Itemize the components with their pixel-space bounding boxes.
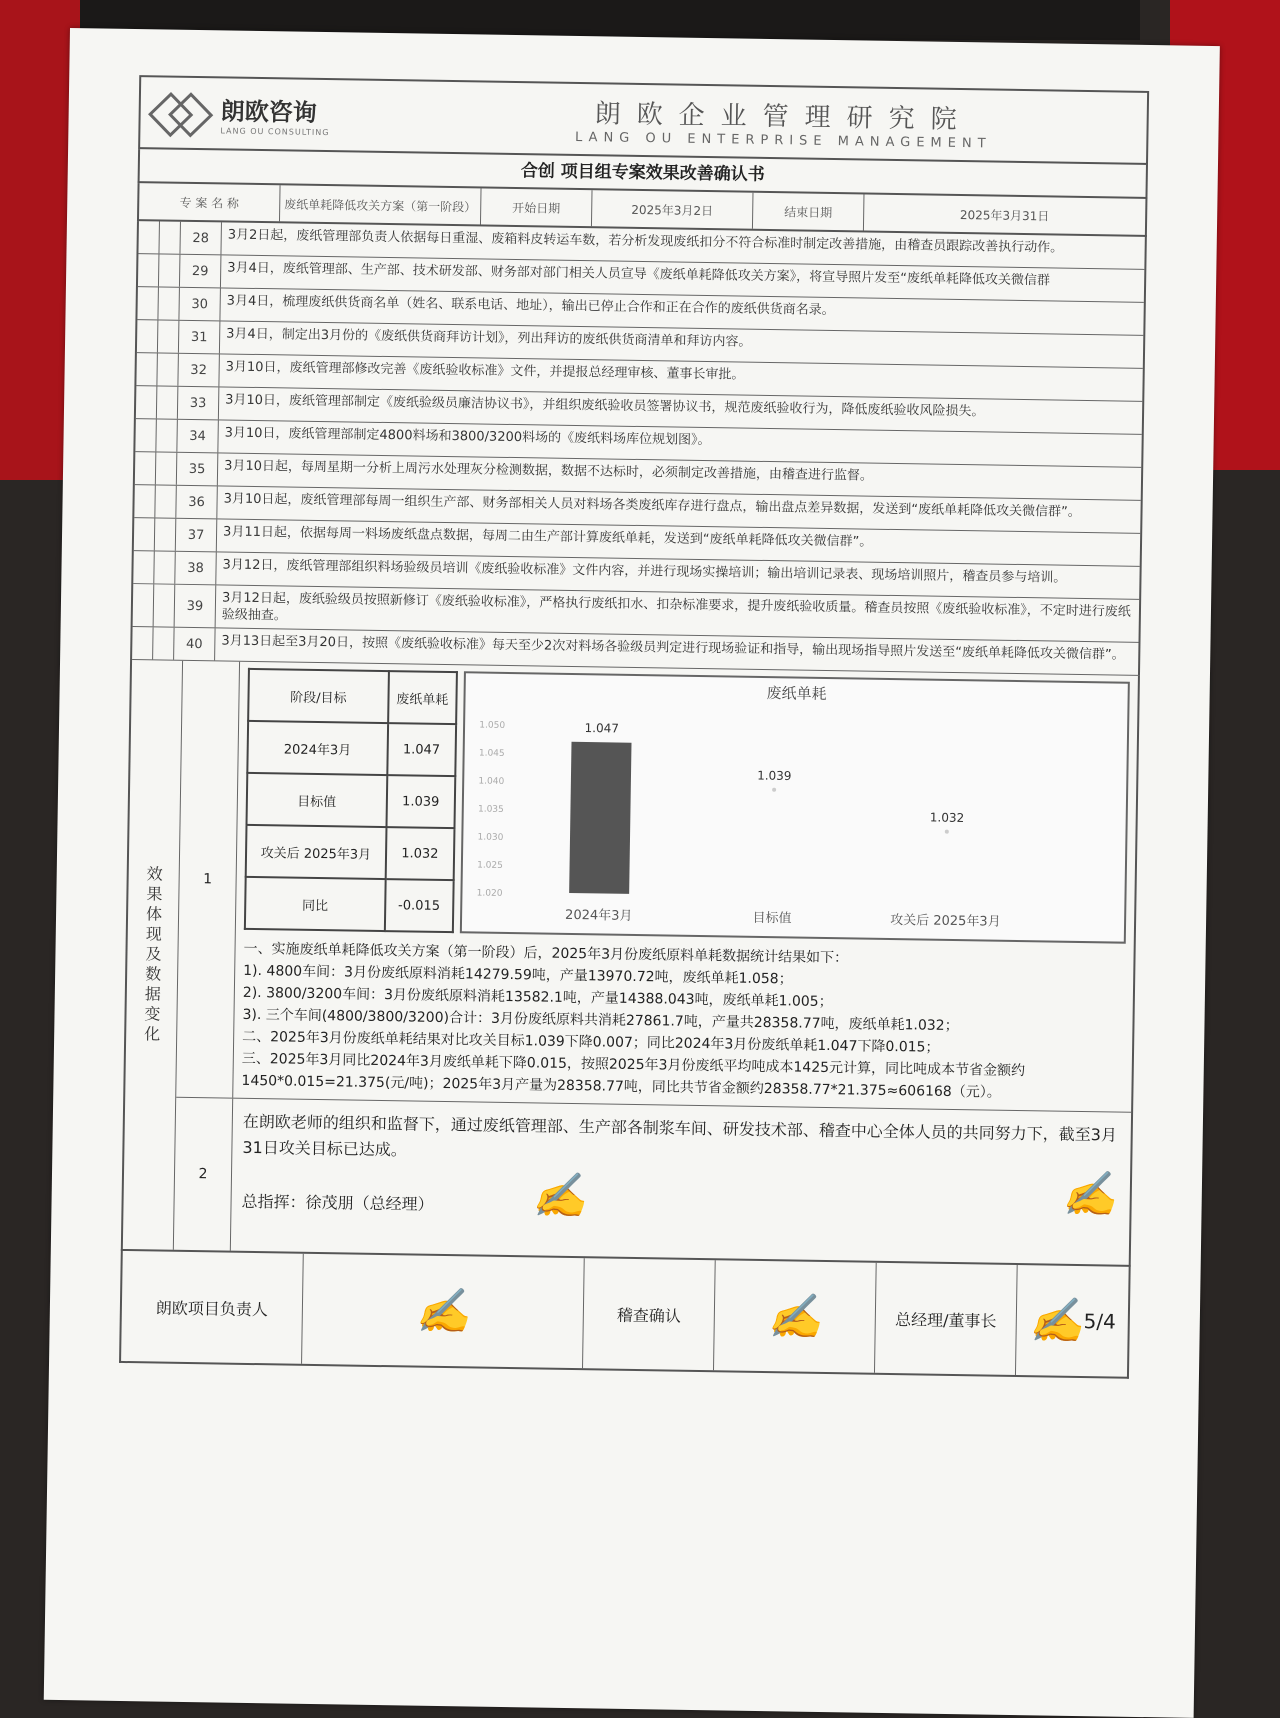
effect-item-body [233, 662, 1138, 1112]
row-margin [155, 485, 177, 517]
logo-name: 朗欧咨询 [220, 97, 317, 127]
row-number: 29 [180, 255, 221, 288]
row-margin [157, 386, 179, 418]
row-margin [159, 221, 181, 253]
table-cell: 2024年3月 [247, 721, 387, 775]
row-number: 35 [177, 453, 218, 486]
row-margin [158, 320, 180, 352]
row-text: 3月10日起，废纸管理部每周一组织生产部、财务部相关人员对料场各类废纸库存进行盘点，输出盘点差异数据，发送到“废纸单耗降低攻关微信群”。 [223, 491, 1081, 520]
row-number: 37 [176, 519, 217, 552]
effect-item-body [231, 1099, 1131, 1265]
effect-label: 效果体现及数据变化 [123, 660, 183, 1250]
data-label: 1.047 [584, 720, 620, 736]
effect-section [121, 660, 1140, 1267]
document-title: 合创 项目组专案效果改善确认书 [138, 149, 1148, 199]
gm-signature [1016, 1265, 1129, 1377]
row-text: 3月4日，制定出3月份的《废纸供货商拜访计划》，列出拜访的废纸供货商清单和拜访内容。 [226, 326, 752, 350]
result-line: 一、实施废纸单耗降低攻关方案（第一阶段）后，2025年3月份废纸原料单耗数据统计结果如下： [243, 940, 849, 967]
signature-lead: ✍ [415, 1285, 471, 1338]
row-margin [159, 254, 181, 286]
row-margin [136, 386, 158, 418]
signature-audit: ✍ [767, 1291, 823, 1343]
signature-commander: ✍ [531, 1170, 587, 1223]
row-margin [153, 627, 175, 659]
table-header-cell: 废纸单耗 [388, 671, 457, 724]
table-cell: 同比 [245, 877, 385, 931]
chart-title: 废纸单耗 [766, 684, 827, 703]
row-text: 3月10日起，每周星期一分析上周污水处理灰分检测数据，数据不达标时，必须制定改善措施，由稽查进行监督。 [224, 458, 874, 484]
row-margin [154, 584, 176, 626]
org-name-cn: 朗欧企业管理研究院 [594, 99, 973, 136]
y-tick-label: 1.045 [478, 748, 505, 759]
org-name [420, 91, 1147, 154]
point [772, 788, 776, 792]
row-number: 31 [179, 321, 220, 354]
y-tick-label: 1.025 [477, 860, 503, 871]
logo [140, 90, 421, 138]
row-text: 3月13日起至3月20日，按照《废纸验收标准》每天至少2次对料场各验级员判定进行现场验证和指导，输出现场指导照片发送至“废纸单耗降低攻关微信群”。 [221, 633, 1125, 663]
logo-subtitle: LANG OU CONSULTING [220, 126, 330, 138]
audit-signature [714, 1260, 877, 1373]
date-note: 5/4 [1083, 1309, 1116, 1334]
consumption-chart [460, 671, 1130, 943]
end-label: 结束日期 [753, 193, 865, 231]
table-header-row [248, 669, 457, 724]
row-number: 34 [177, 420, 218, 453]
y-tick-label: 1.050 [479, 720, 506, 731]
start-date: 2025年3月2日 [592, 190, 754, 229]
row-margin [135, 452, 157, 484]
y-tick-label: 1.040 [478, 776, 505, 787]
result-line: 1). 4800车间：3月份废纸原料消耗14279.59吨，产量13970.72吨，废纸单耗1.058； [243, 962, 793, 988]
row-margin [156, 419, 178, 451]
end-date: 2025年3月31日 [959, 207, 1050, 223]
effect-item-number: 1 [176, 661, 240, 1098]
table-cell: 1.047 [387, 723, 456, 776]
effect-item-1 [176, 661, 1138, 1113]
y-tick-label: 1.030 [477, 832, 504, 843]
data-label: 1.039 [757, 768, 792, 784]
row-text: 3月4日，梳理废纸供货商名单（姓名、联系电话、地址），输出已停止合作和正在合作的废纸供货商名录。 [226, 293, 835, 319]
row-text: 3月12日起，废纸验级员按照新修订《废纸验收标准》，严格执行废纸扣水、扣杂标准要求，提升废纸验收质量。稽查员按照《废纸验收标准》，不定时进行废纸验级抽查。 [221, 590, 1131, 624]
row-text: 3月10日，废纸管理部制定《废纸验级员廉洁协议书》，并组织废纸验收员签署协议书，规范废纸验收行为，降低废纸验收风险损失。 [225, 392, 985, 420]
point [945, 830, 949, 834]
data-label: 1.032 [929, 810, 965, 825]
project-name: 废纸单耗降低攻关方案（第一阶段） [280, 185, 482, 224]
row-margin [135, 419, 157, 451]
effect-item-2 [174, 1098, 1131, 1265]
row-number: 28 [180, 222, 221, 255]
table-cell: 目标值 [247, 773, 387, 827]
signature-gm: ✍ [1028, 1295, 1085, 1348]
document-frame [119, 75, 1149, 1379]
x-tick-label: 攻关后 2025年3月 [890, 912, 1001, 930]
row-margin [154, 551, 176, 583]
table-row [246, 825, 455, 880]
result-line: 2). 3800/3200车间：3月份废纸原料消耗13582.1吨，产量14388.043吨，废纸单耗1.005； [242, 984, 833, 1011]
table-cell: 攻关后 2025年3月 [246, 825, 386, 879]
row-margin [132, 627, 154, 659]
row-margin [137, 287, 159, 319]
row-text: 3月2日起，废纸管理部负责人依据每日重湿、废箱料皮转运车数，若分析发现废纸扣分不符合标准时制定改善措施，由稽查员跟踪改善执行动作。 [227, 227, 1064, 256]
row-text: 3月10日，废纸管理部制定4800料场和3800/3200料场的《废纸料场库位规划图》。 [224, 425, 711, 449]
result-line: 二、2025年3月份废纸单耗结果对比攻关目标1.039下降0.007；同比2024年3月份废纸单耗1.047下降0.015； [242, 1028, 940, 1056]
commander-text: 总指挥：徐茂朋（总经理） [241, 1191, 434, 1214]
bar [569, 742, 631, 894]
row-margin [157, 353, 179, 385]
project-label: 专 案 名 称 [139, 183, 281, 221]
row-text: 3月11日起，依据每周一料场废纸盘点数据，每周二由生产部计算废纸单耗，发送到“废纸单耗降低攻关微信群”。 [222, 524, 873, 550]
chart-svg [462, 673, 1056, 940]
table-row [247, 773, 456, 828]
effect-item-number: 2 [174, 1098, 233, 1251]
table-row [247, 721, 456, 776]
result-line: 3). 三个车间(4800/3800/3200)合计：3月份废纸原料共消耗27861.7吨，产量共28358.77吨，废纸单耗1.032； [242, 1006, 959, 1035]
row-number: 40 [174, 628, 215, 661]
start-label: 开始日期 [481, 188, 593, 226]
y-tick-label: 1.020 [476, 888, 503, 899]
row-number: 33 [178, 387, 219, 420]
row-margin [156, 452, 178, 484]
row-margin [138, 221, 160, 253]
gm-label: 总经理/董事长 [875, 1263, 1018, 1375]
x-tick-label: 目标值 [752, 910, 792, 927]
row-margin [137, 320, 159, 352]
row-text: 3月12日，废纸管理部组织料场验级员培训《废纸验收标准》文件内容，并进行现场实操培训；输出培训记录表、现场培训照片，稽查员参与培训。 [222, 557, 1067, 586]
audit-label: 稽查确认 [583, 1258, 716, 1370]
signature-row [119, 1251, 1131, 1379]
row-margin [158, 287, 180, 319]
x-tick-label: 2024年3月 [564, 907, 633, 924]
effect-main [174, 661, 1138, 1265]
row-number: 39 [175, 585, 217, 628]
table-cell: -0.015 [385, 879, 454, 932]
row-margin [134, 518, 156, 550]
signature-gm-upper: ✍ [1061, 1168, 1117, 1221]
row-number: 32 [178, 354, 219, 387]
result-line: 三、2025年3月同比2024年3月废纸单耗下降0.015，按照2025年3月份废纸平均吨成本1425元计算，同比吨成本节省金额约1450*0.015=21.375(元/吨)；2025年3月产量为28358.77吨，同比共节省金额约28358.77*21.375≈606168（元）。 [241, 1050, 1026, 1101]
table-and-chart [244, 668, 1130, 944]
org-name-en: LANG OU ENTERPRISE MANAGEMENT [574, 129, 992, 152]
row-margin [133, 584, 155, 626]
logo-icon [150, 94, 211, 131]
consumption-table [244, 668, 458, 933]
action-rows [130, 221, 1147, 676]
lead-signature [302, 1254, 585, 1368]
row-margin [138, 254, 160, 286]
row-margin [134, 485, 156, 517]
row-margin [136, 353, 158, 385]
row-number: 38 [175, 552, 216, 585]
row-text: 3月4日，废纸管理部、生产部、技术研发部、财务部对部门相关人员宣导《废纸单耗降低攻关方案》，将宣导照片发至“废纸单耗降低攻关微信群 [227, 260, 1051, 289]
table-cell: 1.032 [385, 827, 454, 880]
row-number: 36 [176, 486, 217, 519]
conclusion-text: 在朗欧老师的组织和监督下，通过废纸管理部、生产部各制浆车间、研发技术部、稽查中心全体人员的共同努力下，截至3月31日攻关目标已达成。 [242, 1111, 1118, 1160]
table-cell: 1.039 [386, 775, 455, 828]
results-text [241, 938, 1125, 1106]
document-paper [44, 28, 1220, 1718]
row-margin [133, 551, 155, 583]
row-margin [155, 518, 177, 550]
y-tick-label: 1.035 [477, 804, 504, 815]
table-header-cell: 阶段/目标 [248, 669, 388, 723]
table-row [245, 877, 454, 932]
row-number: 30 [179, 288, 220, 321]
row-text: 3月10日，废纸管理部修改完善《废纸验收标准》文件，并提报总经理审核、董事长审批。 [225, 359, 745, 383]
lead-label: 朗欧项目负责人 [121, 1251, 304, 1364]
